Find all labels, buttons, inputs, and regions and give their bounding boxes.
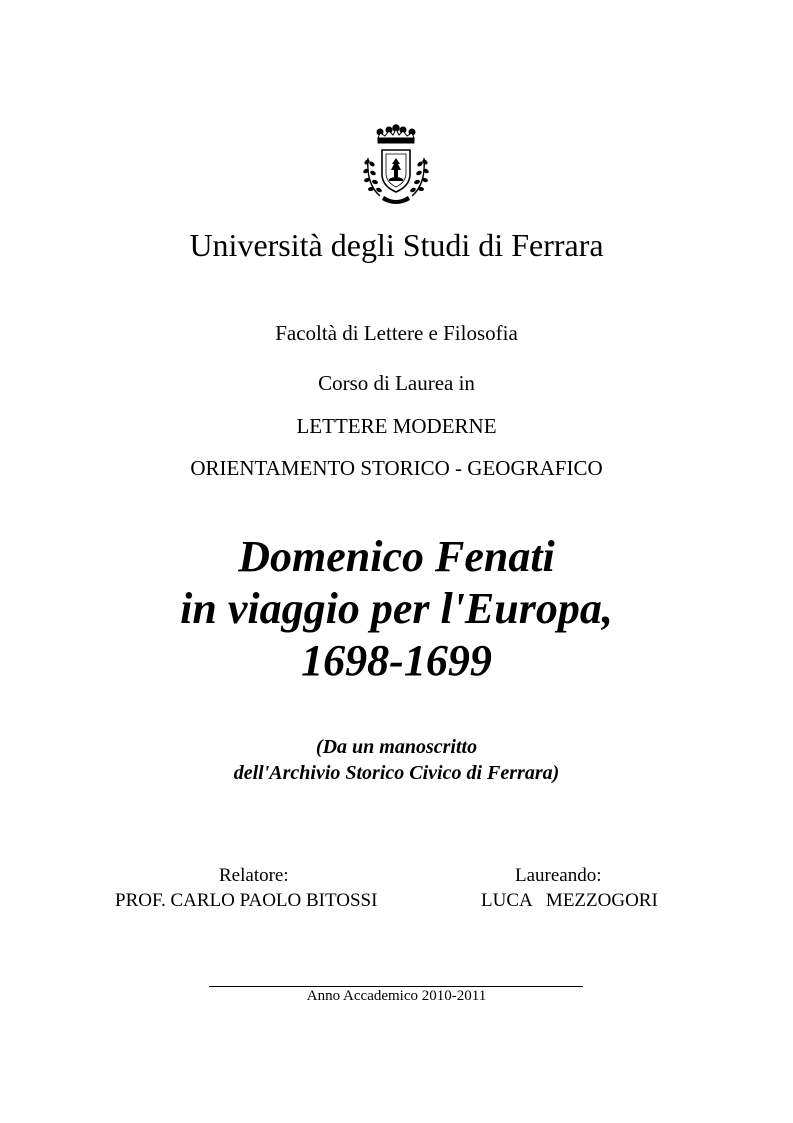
thesis-subtitle-line-1: (Da un manoscritto <box>315 736 478 758</box>
supervisor-label: Relatore: <box>219 865 289 886</box>
faculty-name: Facoltà di Lettere e Filosofia <box>275 321 518 345</box>
orientation-name: ORIENTAMENTO STORICO - GEOGRAFICO <box>190 456 603 480</box>
thesis-subtitle <box>0 734 793 786</box>
university-crest-icon <box>358 124 434 206</box>
thesis-subtitle-line-2: dell'Archivio Storico Civico di Ferrara) <box>233 762 560 784</box>
course-label: Corso di Laurea in <box>318 371 475 395</box>
thesis-title-line-1: Domenico Fenati <box>238 532 555 581</box>
degree-name: LETTERE MODERNE <box>296 414 497 438</box>
thesis-title <box>0 531 793 687</box>
university-name: Università degli Studi di Ferrara <box>189 227 604 263</box>
thesis-title-line-3: 1698-1699 <box>301 636 492 685</box>
supervisor-name: PROF. CARLO PAOLO BITOSSI <box>115 890 378 911</box>
candidate-label: Laureando: <box>515 865 602 886</box>
academic-year: Anno Accademico 2010-2011 <box>306 988 487 1004</box>
thesis-title-line-2: in viaggio per l'Europa, <box>180 584 613 633</box>
candidate-name: LUCA MEZZOGORI <box>481 890 658 911</box>
